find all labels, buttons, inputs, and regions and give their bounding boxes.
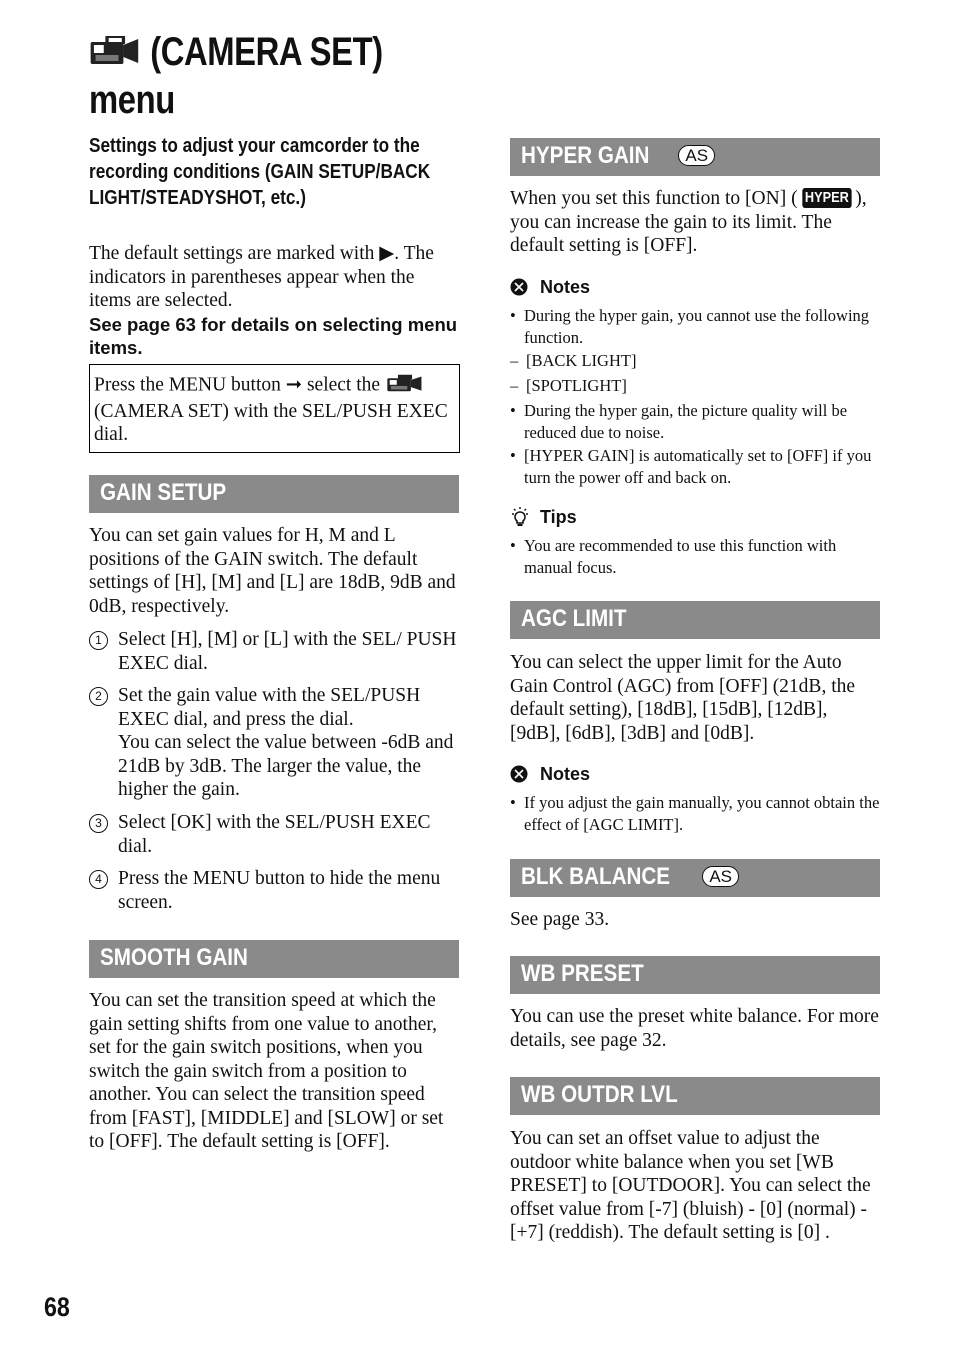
notes-icon	[510, 765, 530, 783]
menu-instruction-box	[89, 364, 460, 453]
hyper-gain-heading: HYPER GAIN AS	[510, 138, 880, 176]
gain-step-4	[89, 867, 459, 914]
gain-step-2	[89, 684, 459, 802]
menu-box-text-2: (CAMERA SET) with the SEL/PUSH EXEC dial.	[94, 400, 448, 445]
wb-preset-body: You can use the preset white balance. For more details, see page 32.	[510, 1006, 879, 1051]
title-line-1: (CAMERA SET)	[150, 30, 383, 74]
subheading: Settings to adjust your camcorder to the recording conditions (GAIN SETUP/BACK LIGHT/STEADYSHOT, etc.)	[89, 135, 431, 209]
wb-outdr-lvl-heading: WB OUTDR LVL	[510, 1077, 880, 1115]
step-number: 3	[89, 814, 108, 833]
wb-preset-heading: WB PRESET	[510, 956, 880, 994]
blk-balance-body: See page 33.	[510, 909, 610, 930]
gain-step-3	[89, 811, 459, 858]
camera-small-icon	[385, 373, 425, 400]
title-line-2: menu	[89, 78, 175, 123]
smooth-gain-heading: SMOOTH GAIN	[89, 940, 459, 978]
hyper-note-2: • During the hyper gain, the picture quality will be reduced due to noise.	[510, 401, 848, 442]
smooth-gain-body: You can set the transition speed at which the gain setting shifts from one value to another, set for the gain switch positions, when you switch the gain switch from a position to another. You can select the transition speed from [FAST], [MIDDLE] and [SLOW] or set to [OFF]. The default setting is [OFF].	[89, 990, 444, 1152]
hyper-note-1: • During the hyper gain, you cannot use the following function.	[510, 306, 870, 347]
step-text: Select [OK] with the SEL/PUSH EXEC dial.	[118, 812, 431, 857]
step-number: 4	[89, 870, 108, 889]
hyper-note-3: • [HYPER GAIN] is automatically set to [OFF] if you turn the power off and back on.	[510, 446, 872, 487]
hyper-tip-1: • You are recommended to use this function with manual focus.	[510, 536, 837, 577]
step-text: Select [H], [M] or [L] with the SEL/ PUSH EXEC dial.	[118, 629, 457, 674]
blk-balance-heading: BLK BALANCE AS	[510, 859, 880, 897]
gain-setup-body: You can set gain values for H, M and L positions of the GAIN switch. The default settings of [H], [M] and [L] are 18dB, 9dB and 0dB, respectively.	[89, 525, 456, 617]
hyper-gain-tips-heading: Tips	[510, 506, 577, 528]
page-title	[89, 30, 447, 122]
as-badge: AS	[678, 145, 715, 166]
as-badge: AS	[702, 866, 739, 887]
see-page-text: See page 63 for details on selecting menu items.	[89, 314, 458, 358]
step-text: Press the MENU button to hide the menu screen.	[118, 868, 441, 913]
camera-icon	[89, 32, 141, 76]
gain-step-1	[89, 628, 459, 675]
step-number: 2	[89, 687, 108, 706]
hyper-note-1-sub-1: – [BACK LIGHT]	[510, 351, 637, 370]
notes-icon	[510, 278, 530, 296]
intro-text: The default settings are marked with ▶. The indicators in parentheses appear when the items are selected.	[89, 243, 434, 311]
hyper-gain-body: When you set this function to [ON] ( HYPER ), you can increase the gain to its limit. The default setting is [OFF].	[510, 188, 867, 256]
step-extra-text: You can select the value between -6dB and 21dB by 3dB. The larger the value, the higher the gain.	[118, 732, 454, 800]
agc-notes-heading: Notes	[510, 763, 590, 785]
agc-limit-heading: AGC LIMIT	[510, 601, 880, 639]
hyper-gain-notes-heading: Notes	[510, 276, 590, 298]
step-number: 1	[89, 631, 108, 650]
hyper-indicator-icon: HYPER	[802, 188, 851, 208]
page-number: 68	[44, 1292, 70, 1322]
hyper-note-1-sub-2: – [SPOTLIGHT]	[510, 376, 627, 395]
agc-limit-body: You can select the upper limit for the Auto Gain Control (AGC) from [OFF] (21dB, the default setting), [18dB], [15dB], [12dB], [9dB], [6dB], [3dB] and [0dB].	[510, 652, 856, 744]
menu-box-text-1: Press the MENU button ➞ select the	[94, 374, 381, 396]
wb-outdr-lvl-body: You can set an offset value to adjust the outdoor white balance when you set [WB PRESET] to [OUTDOOR]. You can select the offset value from [-7] (bluish) - [0] (normal) - [+7] (reddish). The default setting is [0] .	[510, 1128, 871, 1243]
agc-note-1: • If you adjust the gain manually, you cannot obtain the effect of [AGC LIMIT].	[510, 793, 880, 834]
lightbulb-icon	[510, 506, 530, 528]
gain-setup-heading: GAIN SETUP	[89, 475, 459, 513]
step-text: Set the gain value with the SEL/PUSH EXEC dial, and press the dial.	[118, 685, 421, 730]
